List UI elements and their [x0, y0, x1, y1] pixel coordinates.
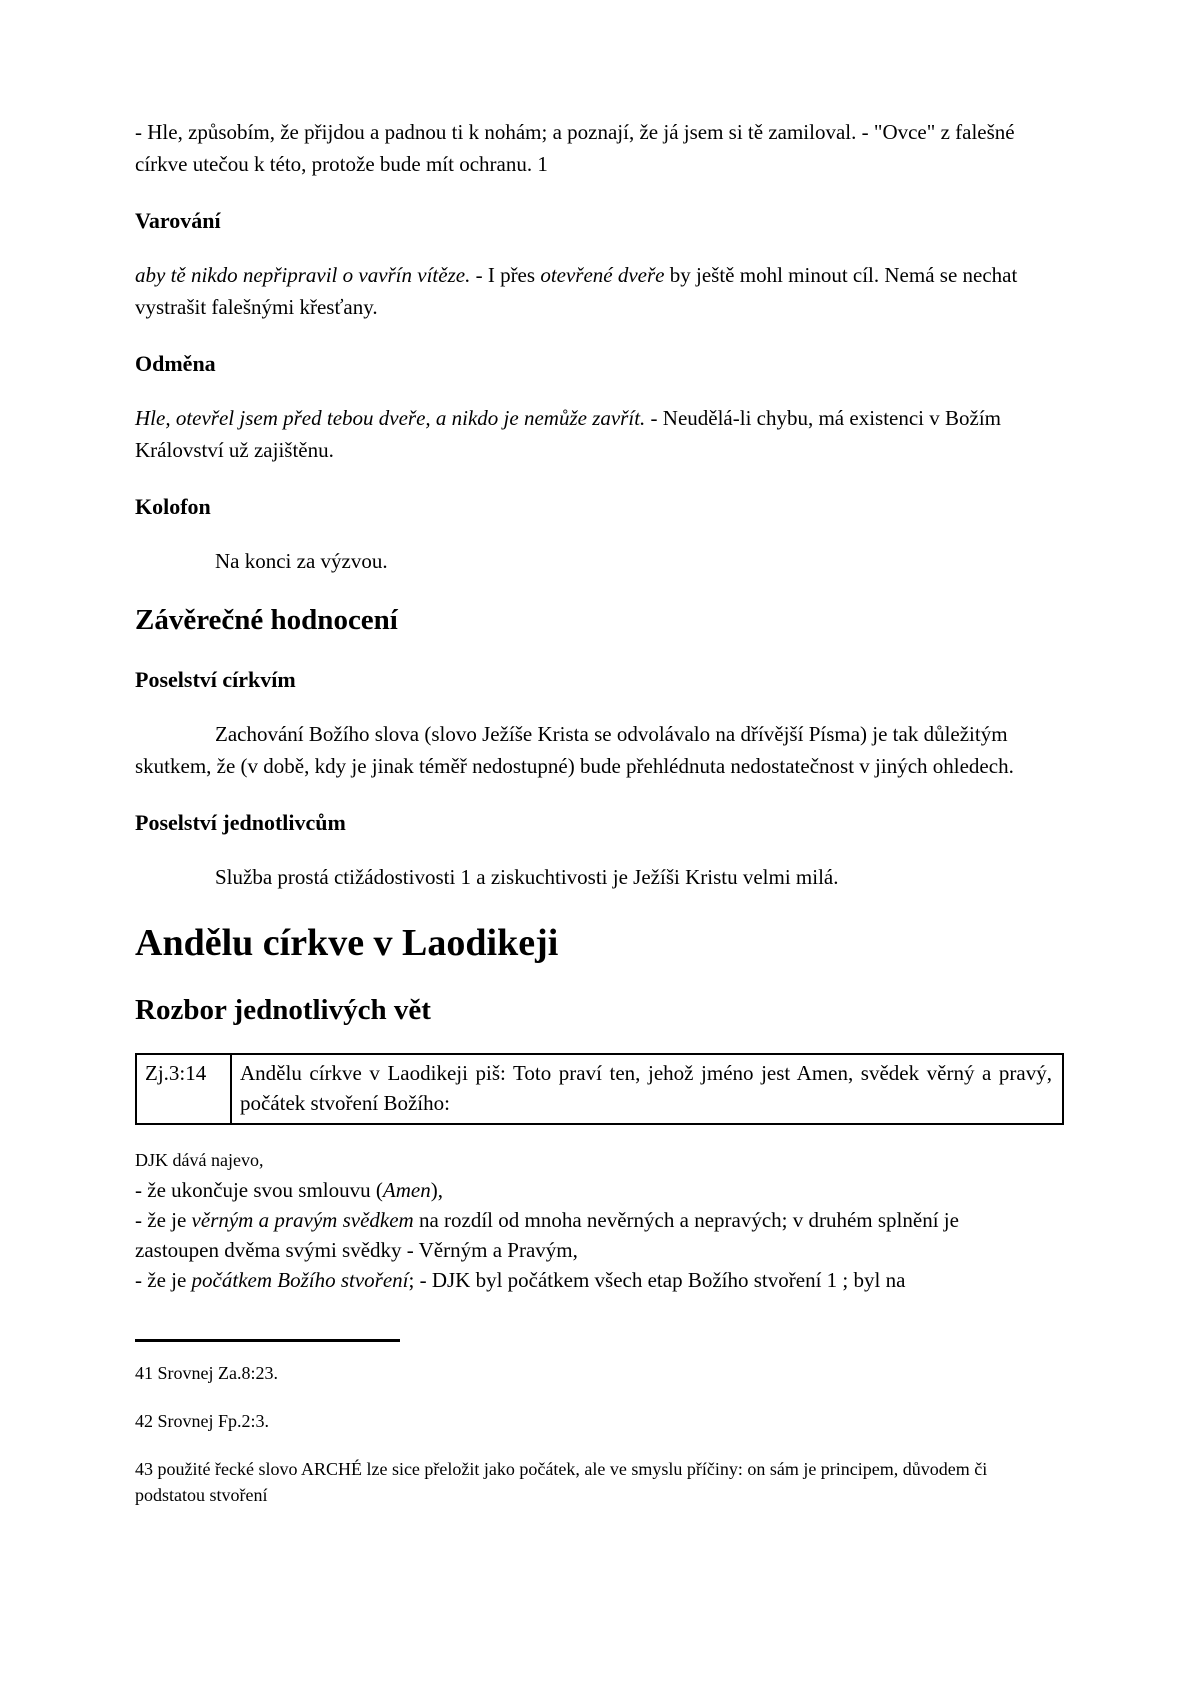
paragraph-poselstvi-cirkvim: Zachování Božího slova (slovo Ježíše Krista se odvolávalo na dřívější Písma) je tak důležitým skutkem, že (v době, kdy je jinak téměř nedostupné) bude přehlédnuta nedostatečnost v jiných ohledech.	[135, 722, 1014, 778]
analysis-item	[135, 1265, 1045, 1295]
paragraph-poselstvi-jednotlivcum: Služba prostá ctižádostivosti 1 a ziskuchtivosti je Ježíši Kristu velmi milá.	[215, 865, 839, 889]
text-run: - Neudělá-li chybu, má existenci v Božím Království už zajištěnu.	[135, 406, 1002, 462]
analysis-item	[135, 1175, 1045, 1205]
paragraph-odmena	[135, 402, 1045, 466]
text-run: věrným a pravým svědkem	[191, 1208, 414, 1232]
footnote-41: 41 Srovnej Za.8:23.	[135, 1363, 278, 1383]
heading-odmena: Odměna	[135, 351, 216, 376]
paragraph-kolofon: Na konci za výzvou.	[215, 549, 388, 573]
verse-table-row	[136, 1054, 1063, 1124]
text-run: - že je	[135, 1208, 192, 1232]
footnote-42: 42 Srovnej Fp.2:3.	[135, 1411, 270, 1431]
text-run: ),	[430, 1178, 443, 1202]
heading-kolofon: Kolofon	[135, 494, 211, 519]
text-run: počátkem Božího stvoření	[191, 1268, 409, 1292]
verse-text-cell: Andělu církve v Laodikeji piš: Toto praví ten, jehož jméno jest Amen, svědek věrný a pravý, počátek stvoření Božího:	[231, 1054, 1063, 1124]
heading-rozbor-vet: Rozbor jednotlivých vět	[135, 994, 431, 1026]
text-run: - I přes	[470, 263, 541, 287]
verse-reference-cell: Zj.3:14	[136, 1054, 231, 1124]
text-run: aby tě nikdo nepřipravil o vavřín vítěze.	[135, 263, 471, 287]
text-run: na rozdíl od mnoha nevěrných a nepravých; v druhém splnění je zastoupen dvěma svými svědky - Věrným a Pravým,	[135, 1208, 959, 1262]
verse-analysis-block	[135, 1145, 1045, 1295]
text-run: Hle, otevřel jsem před tebou dveře, a nikdo je nemůže zavřít.	[135, 406, 646, 430]
text-run: - že ukončuje svou smlouvu (	[135, 1178, 383, 1202]
heading-andelu-cirkve-laodikeji: Andělu církve v Laodikeji	[135, 922, 559, 964]
heading-varovani: Varování	[135, 208, 221, 233]
text-run: ; - DJK byl počátkem všech etap Božího stvoření 1 ; byl na	[408, 1268, 906, 1292]
text-run: - Hle, způsobím, že přijdou a padnou ti k nohám; a poznají, že já jsem si tě zamiloval. - "Ovce" z falešné církve utečou k této, protože bude mít ochranu. 1	[135, 120, 1015, 176]
heading-zaverecne-hodnoceni: Závěrečné hodnocení	[135, 604, 398, 636]
paragraph-sheep-promise	[135, 116, 1045, 180]
footnote-separator	[135, 1339, 400, 1342]
footnote-43: 43 použité řecké slovo ARCHÉ lze sice přeložit jako počátek, ale ve smyslu příčiny: on sám je principem, důvodem či podstatou stvoření	[135, 1459, 988, 1505]
text-run: Amen	[382, 1178, 431, 1202]
text-run: - že je	[135, 1268, 192, 1292]
heading-poselstvi-jednotlivcum: Poselství jednotlivcům	[135, 810, 346, 835]
verse-table	[135, 1053, 1064, 1125]
analysis-item	[135, 1205, 1045, 1265]
paragraph-varovani	[135, 259, 1045, 323]
text-run: by ještě mohl minout cíl. Nemá se nechat vystrašit falešnými křesťany.	[135, 263, 1018, 319]
text-run: otevřené dveře	[540, 263, 665, 287]
heading-poselstvi-cirkvim: Poselství církvím	[135, 667, 296, 692]
analysis-intro: DJK dává najevo,	[135, 1150, 264, 1170]
